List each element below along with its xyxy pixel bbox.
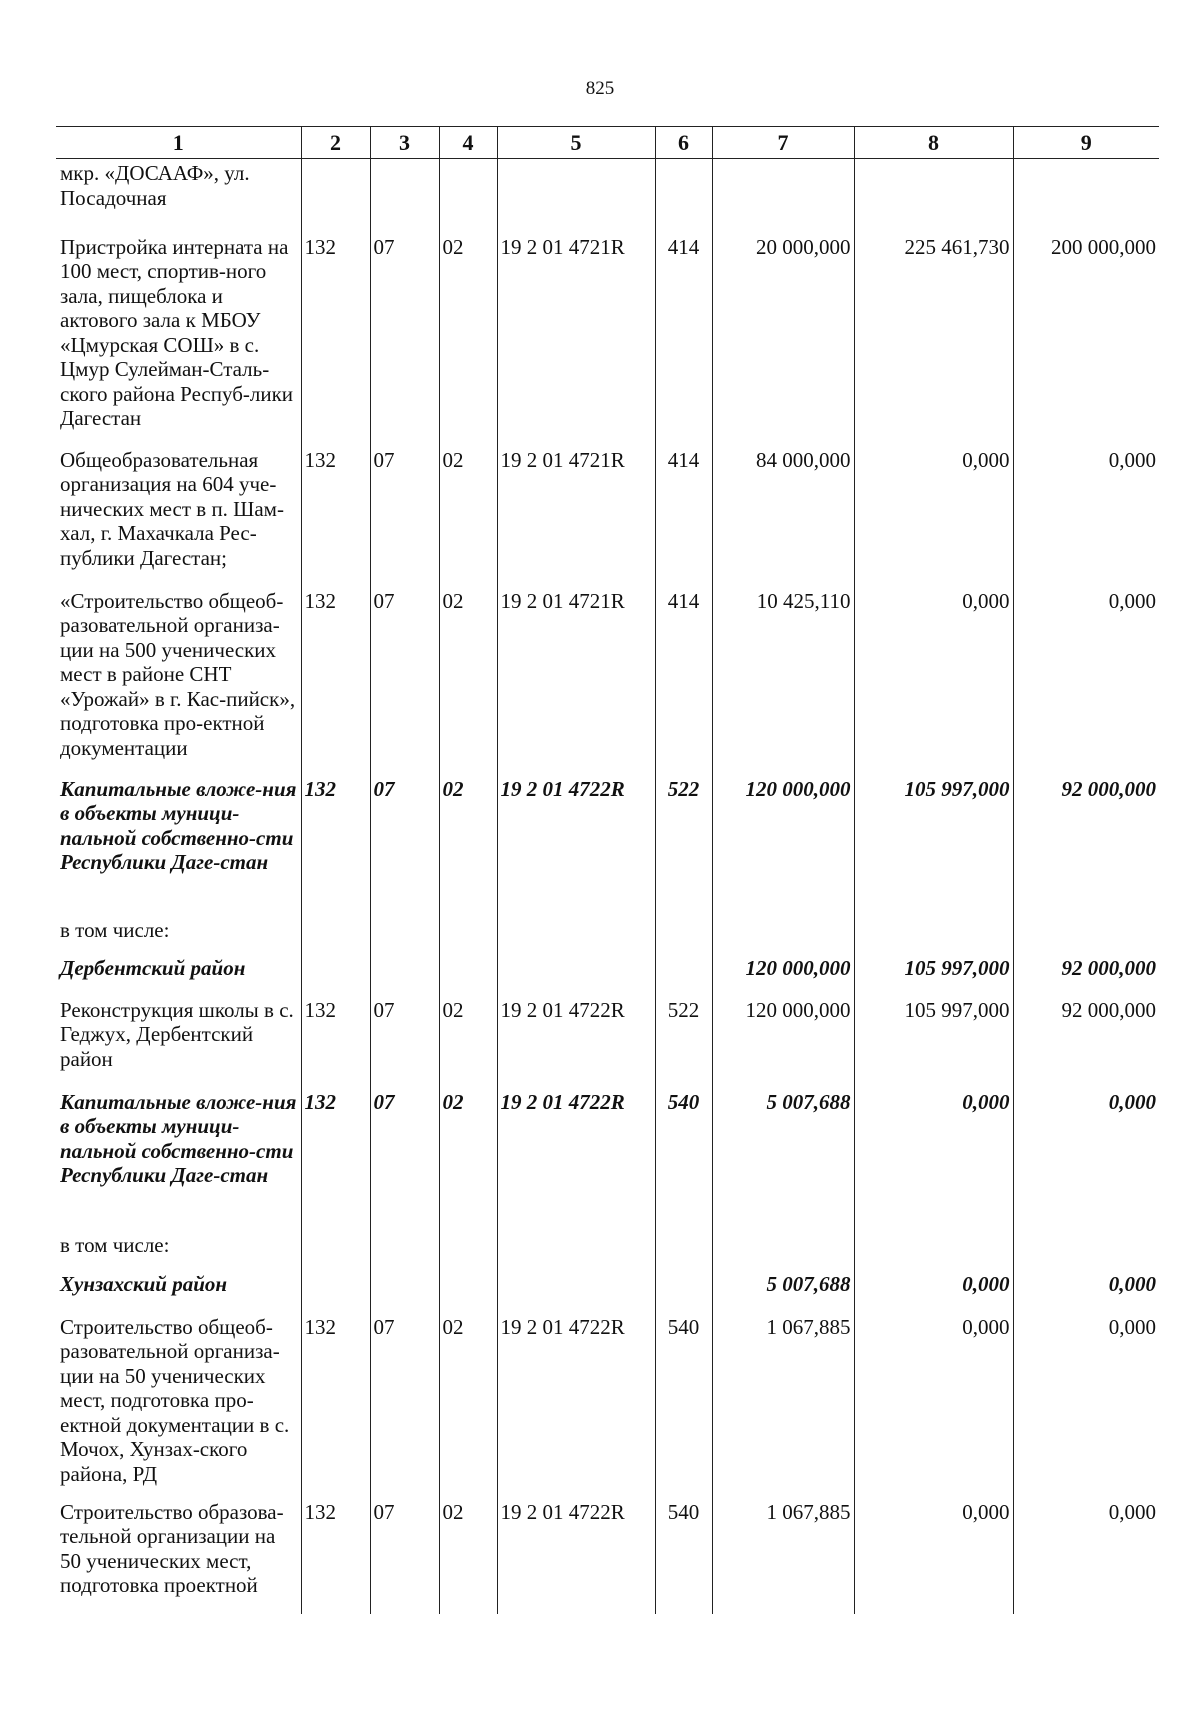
table-row bbox=[56, 587, 1159, 775]
cell-col-3 bbox=[370, 1231, 439, 1270]
cell-col-5 bbox=[497, 159, 655, 233]
cell-col-7: 20 000,000 bbox=[712, 233, 854, 446]
cell-col-2: 132 bbox=[301, 1088, 370, 1231]
cell-col-9: 200 000,000 bbox=[1013, 233, 1159, 446]
cell-col-2 bbox=[301, 1270, 370, 1313]
cell-col-5: 19 2 01 4722R bbox=[497, 1498, 655, 1614]
cell-col-4: 02 bbox=[439, 1498, 497, 1614]
cell-col-6: 414 bbox=[655, 587, 712, 775]
cell-col-6: 414 bbox=[655, 446, 712, 587]
cell-col-2 bbox=[301, 1231, 370, 1270]
cell-col-2: 132 bbox=[301, 233, 370, 446]
cell-col-4: 02 bbox=[439, 233, 497, 446]
cell-col-8: 0,000 bbox=[854, 1270, 1013, 1313]
cell-col-9 bbox=[1013, 159, 1159, 233]
column-header-9: 9 bbox=[1013, 127, 1159, 159]
cell-col-2: 132 bbox=[301, 446, 370, 587]
cell-col-4 bbox=[439, 916, 497, 954]
cell-col-2 bbox=[301, 954, 370, 996]
cell-col-7: 84 000,000 bbox=[712, 446, 854, 587]
cell-col-2 bbox=[301, 916, 370, 954]
column-header-6: 6 bbox=[655, 127, 712, 159]
cell-col-2: 132 bbox=[301, 1498, 370, 1614]
cell-col-3: 07 bbox=[370, 233, 439, 446]
cell-col-5 bbox=[497, 954, 655, 996]
cell-col-6: 522 bbox=[655, 996, 712, 1088]
table-body bbox=[56, 159, 1159, 1614]
budget-table bbox=[56, 126, 1159, 1614]
cell-col-8: 105 997,000 bbox=[854, 996, 1013, 1088]
cell-col-3: 07 bbox=[370, 587, 439, 775]
cell-col-9: 92 000,000 bbox=[1013, 954, 1159, 996]
cell-col-6 bbox=[655, 1231, 712, 1270]
cell-col-3: 07 bbox=[370, 446, 439, 587]
row-description: мкр. «ДОСААФ», ул. Посадочная bbox=[60, 161, 250, 210]
cell-col-6: 540 bbox=[655, 1498, 712, 1614]
cell-col-4 bbox=[439, 954, 497, 996]
cell-col-8: 0,000 bbox=[854, 1498, 1013, 1614]
row-description: Строительство образова-тельной организации на 50 ученических мест, подготовка проектной bbox=[60, 1499, 284, 1597]
cell-col-7 bbox=[712, 1231, 854, 1270]
cell-col-2: 132 bbox=[301, 775, 370, 916]
cell-col-3: 07 bbox=[370, 775, 439, 916]
cell-col-8: 0,000 bbox=[854, 587, 1013, 775]
cell-col-8: 0,000 bbox=[854, 1313, 1013, 1498]
cell-col-8 bbox=[854, 159, 1013, 233]
table-row bbox=[56, 1088, 1159, 1231]
cell-col-9: 92 000,000 bbox=[1013, 775, 1159, 916]
cell-col-5: 19 2 01 4722R bbox=[497, 1313, 655, 1498]
cell-col-7: 10 425,110 bbox=[712, 587, 854, 775]
column-header-5: 5 bbox=[497, 127, 655, 159]
cell-col-7: 5 007,688 bbox=[712, 1270, 854, 1313]
cell-col-4: 02 bbox=[439, 996, 497, 1088]
row-description: Дербентский район bbox=[60, 955, 246, 980]
cell-col-7: 5 007,688 bbox=[712, 1088, 854, 1231]
row-description: Строительство общеоб-разовательной организа-ции на 50 ученических мест, подготовка про-ектной документации в с. Мочох, Хунзах-ского района, РД bbox=[60, 1314, 290, 1486]
cell-col-8: 225 461,730 bbox=[854, 233, 1013, 446]
cell-col-4: 02 bbox=[439, 1088, 497, 1231]
cell-col-3: 07 bbox=[370, 1313, 439, 1498]
cell-col-5: 19 2 01 4721R bbox=[497, 446, 655, 587]
table-row bbox=[56, 954, 1159, 996]
table-row bbox=[56, 916, 1159, 954]
cell-col-6 bbox=[655, 916, 712, 954]
table-row bbox=[56, 1498, 1159, 1614]
row-description: Капитальные вложе-ния в объекты муници-пальной собственно-сти Республики Даге-стан bbox=[60, 1089, 297, 1187]
cell-col-6 bbox=[655, 159, 712, 233]
cell-col-7: 1 067,885 bbox=[712, 1498, 854, 1614]
cell-col-6 bbox=[655, 954, 712, 996]
table-row bbox=[56, 159, 1159, 233]
cell-col-3: 07 bbox=[370, 996, 439, 1088]
table-header bbox=[56, 127, 1159, 159]
cell-col-8 bbox=[854, 916, 1013, 954]
cell-col-4 bbox=[439, 159, 497, 233]
column-header-8: 8 bbox=[854, 127, 1013, 159]
cell-col-4 bbox=[439, 1270, 497, 1313]
cell-col-6: 540 bbox=[655, 1088, 712, 1231]
cell-col-7: 120 000,000 bbox=[712, 775, 854, 916]
table-row bbox=[56, 446, 1159, 587]
table-row bbox=[56, 1231, 1159, 1270]
row-description: «Строительство общеоб-разовательной организа-ции на 500 ученических мест в районе СНТ «Урожай» в г. Кас-пийск», подготовка про-ектной документации bbox=[60, 588, 296, 760]
row-description: Пристройка интерната на 100 мест, спортив-ного зала, пищеблока и актового зала к МБОУ «Цмурская СОШ» в с. Цмур Сулейман-Сталь-ского района Респуб-лики Дагестан bbox=[60, 234, 294, 430]
cell-col-2: 132 bbox=[301, 996, 370, 1088]
cell-col-3 bbox=[370, 159, 439, 233]
column-header-2: 2 bbox=[301, 127, 370, 159]
cell-col-4 bbox=[439, 1231, 497, 1270]
cell-col-5: 19 2 01 4722R bbox=[497, 1088, 655, 1231]
cell-col-9: 0,000 bbox=[1013, 1498, 1159, 1614]
table-row bbox=[56, 996, 1159, 1088]
cell-col-6: 522 bbox=[655, 775, 712, 916]
cell-col-4: 02 bbox=[439, 775, 497, 916]
cell-col-5: 19 2 01 4721R bbox=[497, 587, 655, 775]
cell-col-6: 414 bbox=[655, 233, 712, 446]
cell-col-3: 07 bbox=[370, 1498, 439, 1614]
cell-col-9: 0,000 bbox=[1013, 1088, 1159, 1231]
cell-col-2: 132 bbox=[301, 587, 370, 775]
cell-col-9: 92 000,000 bbox=[1013, 996, 1159, 1088]
column-header-1: 1 bbox=[56, 127, 301, 159]
cell-col-3: 07 bbox=[370, 1088, 439, 1231]
cell-col-8 bbox=[854, 1231, 1013, 1270]
cell-col-9 bbox=[1013, 916, 1159, 954]
cell-col-7: 1 067,885 bbox=[712, 1313, 854, 1498]
cell-col-7: 120 000,000 bbox=[712, 996, 854, 1088]
cell-col-9: 0,000 bbox=[1013, 446, 1159, 587]
cell-col-5: 19 2 01 4722R bbox=[497, 775, 655, 916]
cell-col-5: 19 2 01 4721R bbox=[497, 233, 655, 446]
table-row bbox=[56, 1313, 1159, 1498]
table-row bbox=[56, 1270, 1159, 1313]
cell-col-8: 0,000 bbox=[854, 1088, 1013, 1231]
cell-col-4: 02 bbox=[439, 1313, 497, 1498]
cell-col-8: 105 997,000 bbox=[854, 954, 1013, 996]
cell-col-9: 0,000 bbox=[1013, 1313, 1159, 1498]
row-description: Реконструкция школы в с. Геджух, Дербентский район bbox=[60, 997, 294, 1071]
row-description: в том числе: bbox=[60, 1232, 170, 1257]
column-header-4: 4 bbox=[439, 127, 497, 159]
cell-col-7 bbox=[712, 916, 854, 954]
header-row bbox=[56, 127, 1159, 159]
column-header-7: 7 bbox=[712, 127, 854, 159]
column-header-3: 3 bbox=[370, 127, 439, 159]
cell-col-3 bbox=[370, 916, 439, 954]
table-row bbox=[56, 775, 1159, 916]
cell-col-3 bbox=[370, 954, 439, 996]
cell-col-9: 0,000 bbox=[1013, 1270, 1159, 1313]
cell-col-4: 02 bbox=[439, 446, 497, 587]
cell-col-3 bbox=[370, 1270, 439, 1313]
cell-col-8: 105 997,000 bbox=[854, 775, 1013, 916]
cell-col-5 bbox=[497, 916, 655, 954]
cell-col-5: 19 2 01 4722R bbox=[497, 996, 655, 1088]
cell-col-4: 02 bbox=[439, 587, 497, 775]
row-description: Хунзахский район bbox=[60, 1271, 228, 1296]
row-description: Общеобразовательная организация на 604 уче-нических мест в п. Шам-хал, г. Махачкала Рес-публики Дагестан; bbox=[60, 447, 284, 570]
page-number: 825 bbox=[585, 78, 615, 99]
cell-col-7 bbox=[712, 159, 854, 233]
cell-col-9 bbox=[1013, 1231, 1159, 1270]
cell-col-6 bbox=[655, 1270, 712, 1313]
table-row bbox=[56, 233, 1159, 446]
cell-col-5 bbox=[497, 1270, 655, 1313]
cell-col-2: 132 bbox=[301, 1313, 370, 1498]
cell-col-7: 120 000,000 bbox=[712, 954, 854, 996]
row-description: в том числе: bbox=[60, 917, 170, 942]
cell-col-5 bbox=[497, 1231, 655, 1270]
cell-col-2 bbox=[301, 159, 370, 233]
cell-col-9: 0,000 bbox=[1013, 587, 1159, 775]
cell-col-6: 540 bbox=[655, 1313, 712, 1498]
row-description: Капитальные вложе-ния в объекты муници-пальной собственно-сти Республики Даге-стан bbox=[60, 776, 297, 874]
cell-col-8: 0,000 bbox=[854, 446, 1013, 587]
